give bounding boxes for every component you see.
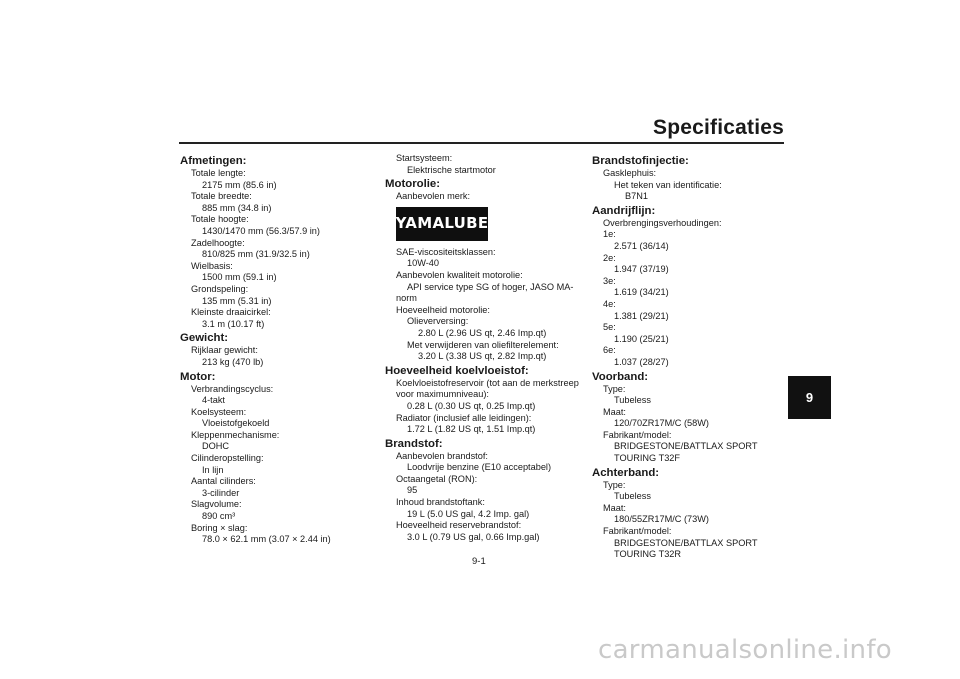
spec-line: 5e: xyxy=(603,322,616,333)
page-title: Specificaties xyxy=(653,116,784,139)
spec-line: Overbrengingsverhoudingen: xyxy=(603,217,722,228)
spec-line: 2.571 (36/14) xyxy=(614,240,669,251)
section-heading: Motor: xyxy=(180,370,216,383)
spec-line: 1500 mm (59.1 in) xyxy=(202,272,277,283)
section-heading: Brandstof: xyxy=(385,437,443,450)
section-heading: Afmetingen: xyxy=(180,155,247,167)
spec-line: Totale hoogte: xyxy=(191,214,249,225)
spec-line: Olieverversing: xyxy=(407,316,469,327)
spec-column-1 xyxy=(180,153,370,546)
spec-line: 3.20 L (3.38 US qt, 2.82 Imp.qt) xyxy=(418,351,547,362)
spec-line: Fabrikant/model: xyxy=(603,429,672,440)
spec-line: Maat: xyxy=(603,502,626,513)
spec-line: 213 kg (470 lb) xyxy=(202,356,264,367)
spec-line: 890 cm³ xyxy=(202,511,236,522)
spec-line: norm xyxy=(396,293,417,304)
spec-line: Elektrische startmotor xyxy=(407,164,496,175)
spec-line: 1430/1470 mm (56.3/57.9 in) xyxy=(202,225,320,236)
spec-line: Slagvolume: xyxy=(191,499,242,510)
spec-line: Boring × slag: xyxy=(191,522,248,533)
spec-line: Grondspeling: xyxy=(191,283,249,294)
spec-line: 6e: xyxy=(603,345,616,356)
spec-line: 1e: xyxy=(603,229,616,240)
logo-wrapper xyxy=(385,207,585,241)
spec-line: BRIDGESTONE/BATTLAX SPORT xyxy=(614,537,758,548)
spec-line: 3.0 L (0.79 US gal, 0.66 Imp.gal) xyxy=(407,531,540,542)
spec-line: Tubeless xyxy=(614,491,651,502)
spec-line: Maat: xyxy=(603,406,626,417)
spec-line: 1.190 (25/21) xyxy=(614,333,669,344)
spec-line: In lijn xyxy=(202,464,224,475)
spec-line: Kleppenmechanisme: xyxy=(191,429,280,440)
page-number: 9-1 xyxy=(472,556,486,567)
spec-line: Radiator (inclusief alle leidingen): xyxy=(396,412,532,423)
section-heading: Motorolie: xyxy=(385,178,441,191)
spec-line: Wielbasis: xyxy=(191,260,233,271)
spec-line: 120/70ZR17M/C (58W) xyxy=(614,418,709,429)
spec-line: Het teken van identificatie: xyxy=(614,179,722,190)
spec-line: Startsysteem: xyxy=(396,153,453,163)
spec-line: B7N1 xyxy=(625,191,648,202)
spec-line: Gasklephuis: xyxy=(603,168,657,178)
section-heading: Aandrijflijn: xyxy=(592,204,656,217)
spec-line: Koelsysteem: xyxy=(191,406,247,417)
spec-line: 180/55ZR17M/C (73W) xyxy=(614,514,709,525)
spec-line: Rijklaar gewicht: xyxy=(191,345,258,356)
spec-line: 2.80 L (2.96 US qt, 2.46 Imp.qt) xyxy=(418,327,547,338)
chapter-tab[interactable]: 9 xyxy=(788,376,831,419)
spec-line: Hoeveelheid reservebrandstof: xyxy=(396,520,522,531)
spec-line: 3e: xyxy=(603,275,616,286)
spec-line: Type: xyxy=(603,383,626,394)
spec-line: Totale breedte: xyxy=(191,191,252,202)
spec-line: Aanbevolen kwaliteit motorolie: xyxy=(396,269,523,280)
spec-line: 95 xyxy=(407,485,418,496)
spec-line: Kleinste draaicirkel: xyxy=(191,307,271,318)
section-heading: Brandstofinjectie: xyxy=(592,155,689,167)
spec-line: 1.947 (37/19) xyxy=(614,264,669,275)
spec-line: BRIDGESTONE/BATTLAX SPORT xyxy=(614,441,758,452)
spec-line: Verbrandingscyclus: xyxy=(191,383,274,394)
spec-line: Aanbevolen brandstof: xyxy=(396,450,488,461)
spec-line: 135 mm (5.31 in) xyxy=(202,295,272,306)
spec-line: 78.0 × 62.1 mm (3.07 × 2.44 in) xyxy=(202,534,331,545)
section-heading: Hoeveelheid koelvloeistof: xyxy=(385,364,529,377)
section-heading: Achterband: xyxy=(592,466,660,479)
header-divider xyxy=(179,142,784,144)
spec-line: Met verwijderen van oliefilterelement: xyxy=(407,339,559,350)
spec-line: Fabrikant/model: xyxy=(603,526,672,537)
spec-line: DOHC xyxy=(202,441,230,452)
spec-line: Type: xyxy=(603,479,626,490)
spec-line: API service type SG of hoger, JASO MA- xyxy=(407,281,574,292)
spec-line: TOURING T32R xyxy=(614,549,682,560)
spec-line: 1.037 (28/27) xyxy=(614,356,669,367)
spec-line: Koelvloeistofreservoir (tot aan de merkstreep xyxy=(396,377,579,388)
spec-line: 1.381 (29/21) xyxy=(614,310,669,321)
spec-line: Aantal cilinders: xyxy=(191,476,256,487)
spec-line: 810/825 mm (31.9/32.5 in) xyxy=(202,249,310,260)
section-heading: Gewicht: xyxy=(180,332,229,345)
spec-line: SAE-viscositeitsklassen: xyxy=(396,246,496,257)
spec-line: 1.619 (34/21) xyxy=(614,287,669,298)
spec-line: 2175 mm (85.6 in) xyxy=(202,179,277,190)
section-heading: Voorband: xyxy=(592,370,649,383)
spec-line: Zadelhoogte: xyxy=(191,237,245,248)
spec-line: voor maximumniveau): xyxy=(396,389,489,400)
spec-line: Vloeistofgekoeld xyxy=(202,418,270,429)
spec-line: Hoeveelheid motorolie: xyxy=(396,304,490,315)
spec-line: 3-cilinder xyxy=(202,487,240,498)
spec-line: 2e: xyxy=(603,252,616,263)
spec-line: 19 L (5.0 US gal, 4.2 Imp. gal) xyxy=(407,508,530,519)
spec-column-2 xyxy=(385,153,585,543)
spec-line: 3.1 m (10.17 ft) xyxy=(202,318,265,329)
spec-line: 1.72 L (1.82 US qt, 1.51 Imp.qt) xyxy=(407,424,536,435)
spec-line: Inhoud brandstoftank: xyxy=(396,497,485,508)
spec-line: 4e: xyxy=(603,298,616,309)
spec-line: Tubeless xyxy=(614,395,651,406)
spec-line: 10W-40 xyxy=(407,258,440,269)
spec-line: Totale lengte: xyxy=(191,168,246,178)
spec-line: 885 mm (34.8 in) xyxy=(202,202,272,213)
spec-line: Aanbevolen merk: xyxy=(396,191,471,202)
spec-line: TOURING T32F xyxy=(614,453,681,464)
spec-line: Cilinderopstelling: xyxy=(191,453,264,464)
spec-line: Octaangetal (RON): xyxy=(396,473,478,484)
spec-column-3 xyxy=(592,153,782,561)
spec-line: Loodvrije benzine (E10 acceptabel) xyxy=(407,462,552,473)
watermark: carmanualsonline.info xyxy=(597,635,892,665)
yamalube-logo: YAMALUBE xyxy=(396,207,488,241)
spec-line: 4-takt xyxy=(202,395,225,406)
spec-line: 0.28 L (0.30 US qt, 0.25 Imp.qt) xyxy=(407,400,536,411)
